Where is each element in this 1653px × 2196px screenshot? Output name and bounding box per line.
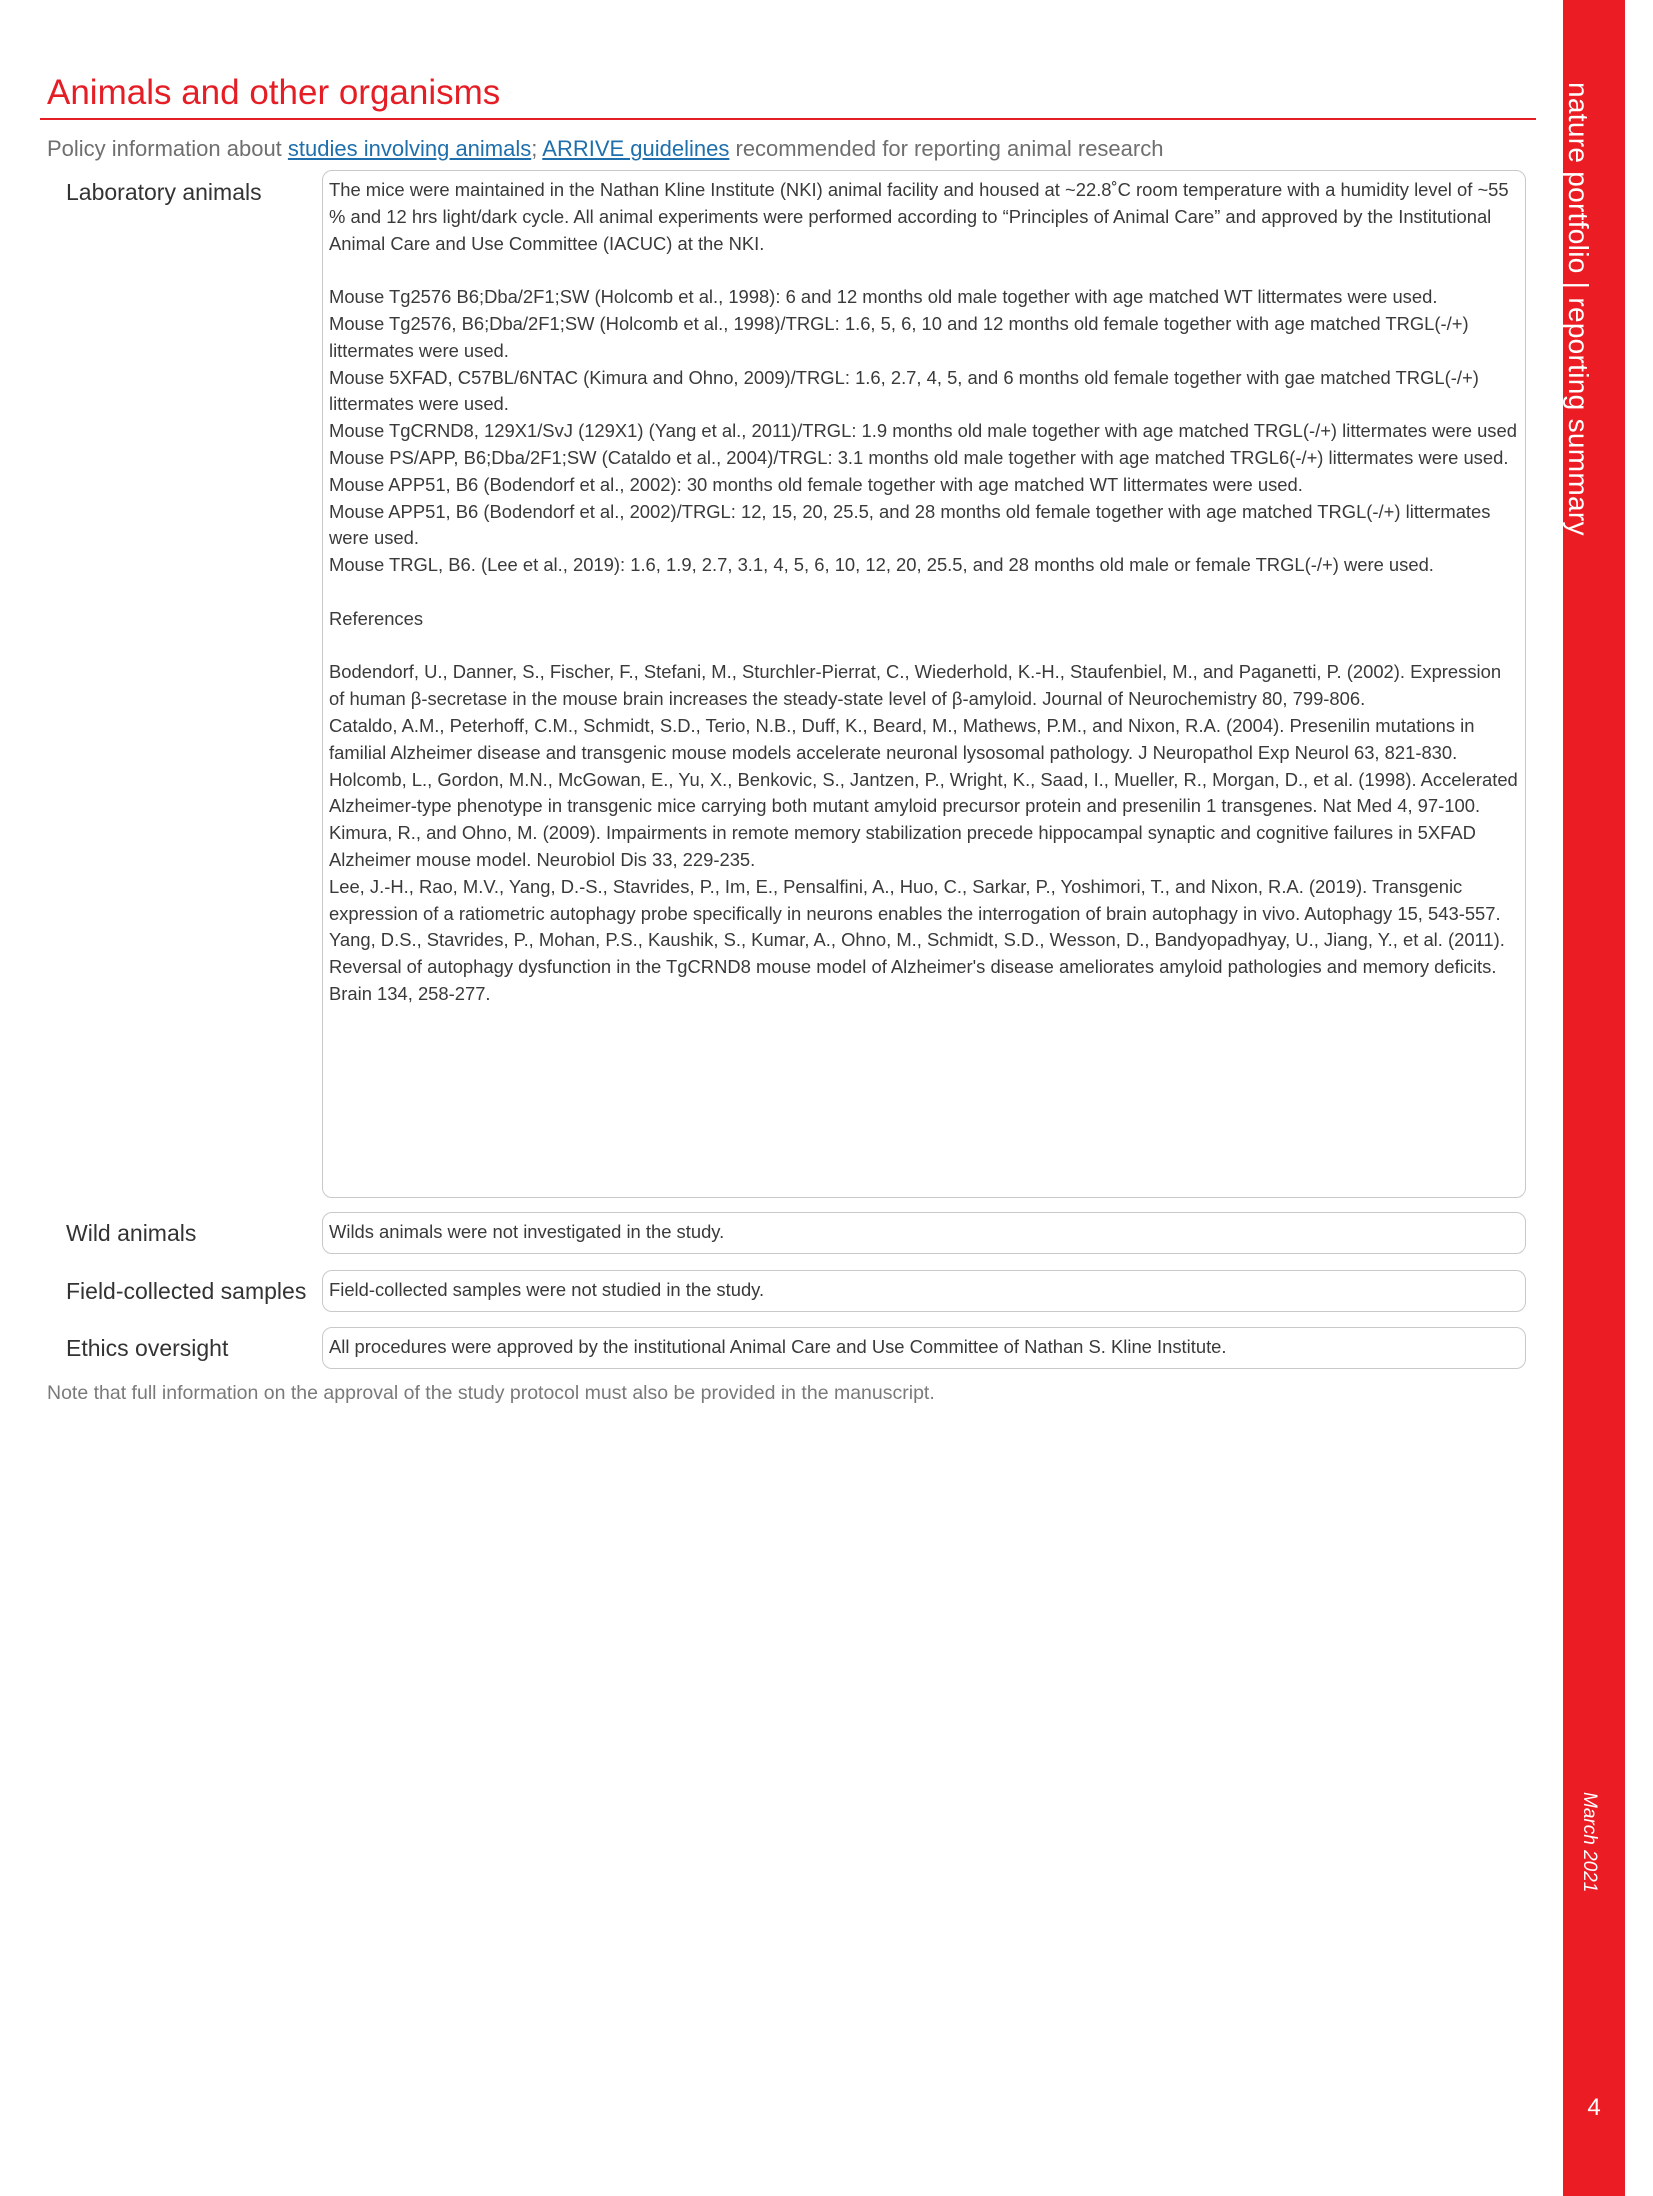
references-heading: References: [329, 607, 424, 629]
wild-animals-label: Wild animals: [66, 1220, 197, 1246]
ethics-oversight-label: Ethics oversight: [66, 1335, 229, 1361]
reference-entry: Holcomb, L., Gordon, M.N., McGowan, E., Yu, X., Benkovic, S., Jantzen, P., Wright, K., Saad, I., Mueller, R., Morgan, D., et al. (1998). Accelerated Alzheimer-type phenotype in transgenic mice carrying both mutant amyloid precursor protein and presenilin 1 transgenes. Nat Med 4, 97-100.: [329, 768, 1518, 817]
reference-entry: Lee, J.-H., Rao, M.V., Yang, D.-S., Stavrides, P., Im, E., Pensalfini, A., Huo, C., Sarkar, P., Yoshimori, T., and Nixon, R.A. (2019). Transgenic expression of a ratiometric autophagy probe specifically in neurons enables the interrogation of brain autophagy in vivo. Autophagy 15, 543-557.: [329, 875, 1501, 924]
reference-entry: Bodendorf, U., Danner, S., Fischer, F., Stefani, M., Sturchler-Pierrat, C., Wiederhold, K.-H., Staufenbiel, M., and Paganetti, P. (2002). Expression of human β-secretase in the mouse brain increases the steady-state level of β-amyloid. Journal of Neurochemistry 80, 799-806.: [329, 661, 1502, 710]
title-divider: [40, 118, 1536, 120]
arrive-guidelines-link[interactable]: ARRIVE guidelines: [542, 136, 730, 161]
mouse-line-entry: Mouse TgCRND8, 129X1/SvJ (129X1) (Yang et al., 2011)/TRGL: 1.9 months old male together with age matched TRGL(-/+) littermates were used: [329, 420, 1517, 442]
mouse-line-entry: Mouse TRGL, B6. (Lee et al., 2019): 1.6, 1.9, 2.7, 3.1, 4, 5, 6, 10, 12, 20, 25.5, and 28 months old male or female TRGL(-/+) were used.: [329, 554, 1434, 576]
policy-separator: ;: [531, 136, 543, 161]
mouse-line-entry: Mouse PS/APP, B6;Dba/2F1;SW (Cataldo et al., 2004)/TRGL: 3.1 months old male together with age matched TRGL6(-/+) littermates were used.: [329, 446, 1509, 468]
mouse-line-entry: Mouse 5XFAD, C57BL/6NTAC (Kimura and Ohno, 2009)/TRGL: 1.6, 2.7, 4, 5, and 6 months old female together with gae matched TRGL(-/+) littermates were used.: [329, 366, 1479, 415]
reference-entry: Yang, D.S., Stavrides, P., Mohan, P.S., Kaushik, S., Kumar, A., Ohno, M., Schmidt, S.D., Wesson, D., Bandyopadhyay, U., Jiang, Y., et al. (2011). Reversal of autophagy dysfunction in the TgCRND8 mouse model of Alzheimer's disease ameliorates amyloid pathologies and memory deficits. Brain 134, 258-277.: [329, 929, 1505, 1004]
sidebar-date: March 2021: [1579, 1792, 1600, 1893]
ethics-oversight-box[interactable]: [322, 1327, 1526, 1369]
mouse-line-entry: Mouse Tg2576, B6;Dba/2F1;SW (Holcomb et al., 1998)/TRGL: 1.6, 5, 6, 10 and 12 months old female together with age matched TRGL(-/+) littermates were used.: [329, 312, 1469, 361]
laboratory-animals-label: Laboratory animals: [66, 179, 262, 205]
wild-animals-box[interactable]: [322, 1212, 1526, 1254]
field-collected-samples-label: Field-collected samples: [66, 1278, 307, 1304]
reference-entry: Kimura, R., and Ohno, M. (2009). Impairments in remote memory stabilization precede hippocampal synaptic and cognitive failures in 5XFAD Alzheimer mouse model. Neurobiol Dis 33, 229-235.: [329, 822, 1476, 870]
references-list: [329, 659, 1519, 1007]
studies-involving-animals-link[interactable]: studies involving animals: [287, 136, 532, 161]
mouse-line-entry: Mouse APP51, B6 (Bodendorf et al., 2002): 30 months old female together with age matched WT littermates were used.: [329, 473, 1303, 495]
mouse-line-entry: Mouse Tg2576 B6;Dba/2F1;SW (Holcomb et al., 1998): 6 and 12 months old male together with age matched WT littermates were used.: [329, 286, 1438, 308]
wild-animals-text: Wilds animals were not investigated in the study.: [329, 1221, 725, 1242]
page-number: 4: [1587, 2094, 1601, 2121]
mouse-line-entry: Mouse APP51, B6 (Bodendorf et al., 2002)/TRGL: 12, 15, 20, 25.5, and 28 months old female together with age matched TRGL(-/+) littermates were used.: [329, 500, 1491, 549]
policy-suffix: recommended for reporting animal research: [729, 136, 1164, 161]
laboratory-animals-box[interactable]: [322, 170, 1526, 1198]
field-collected-samples-text: Field-collected samples were not studied in the study.: [329, 1279, 765, 1300]
section-title: Animals and other organisms: [47, 73, 501, 112]
policy-info-line: [47, 136, 1163, 162]
approval-note: Note that full information on the approval of the study protocol must also be provided in the manuscript.: [47, 1382, 935, 1404]
lab-intro-text: The mice were maintained in the Nathan Kline Institute (NKI) animal facility and housed at ~22.8˚C room temperature with a humidity level of ~55 % and 12 hrs light/dark cycle. All animal experiments were performed according to “Principles of Animal Care” and approved by the Institutional Animal Care and Use Committee (IACUC) at the NKI.: [329, 179, 1509, 254]
policy-prefix: Policy information about: [47, 136, 288, 161]
sidebar-title: nature portfolio | reporting summary: [1563, 82, 1594, 536]
field-collected-samples-box[interactable]: [322, 1270, 1526, 1312]
ethics-oversight-text: All procedures were approved by the institutional Animal Care and Use Committee of Nathan S. Kline Institute.: [329, 1336, 1227, 1357]
mouse-lines-list: [329, 284, 1519, 579]
reference-entry: Cataldo, A.M., Peterhoff, C.M., Schmidt, S.D., Terio, N.B., Duff, K., Beard, M., Mathews, P.M., and Nixon, R.A. (2004). Presenilin mutations in familial Alzheimer disease and transgenic mouse models accelerate neuronal lysosomal pathology. J Neuropathol Exp Neurol 63, 821-830.: [329, 714, 1475, 763]
